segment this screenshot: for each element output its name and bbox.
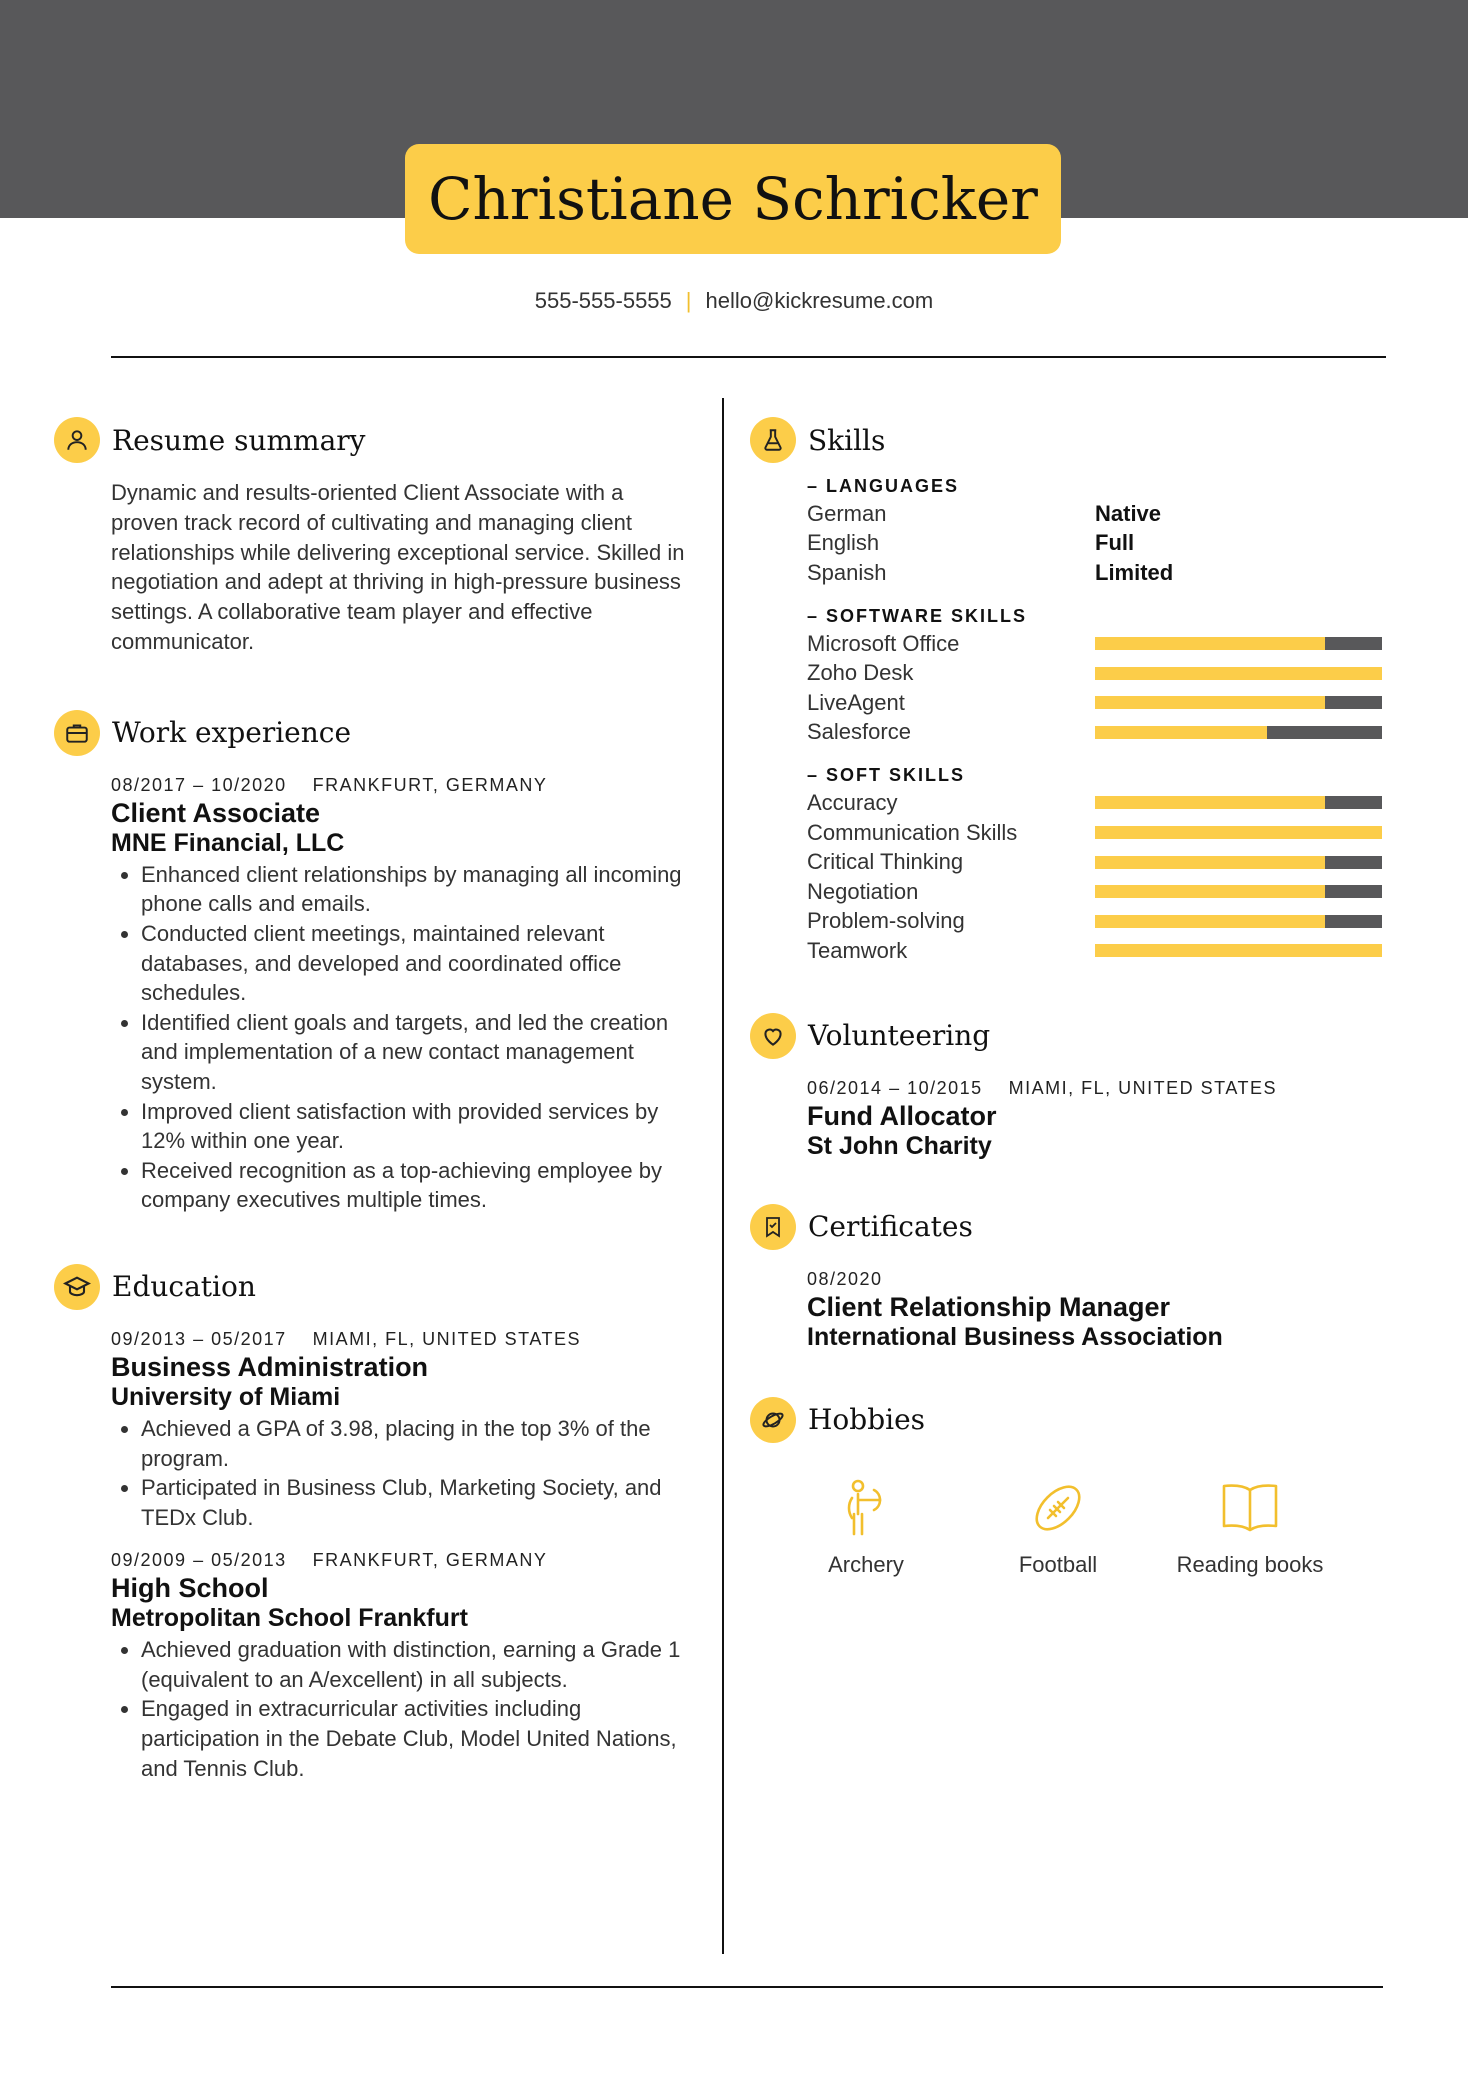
summary-title: Resume summary xyxy=(112,423,366,457)
left-column xyxy=(54,412,694,1783)
work-bullets xyxy=(111,860,694,1215)
right-column xyxy=(750,412,1390,1578)
list-item: • Achieved graduation with distinction, earning a Grade 1 (equivalent to an A/excellent) in all subjects. xyxy=(141,1635,694,1694)
skill-level-fill xyxy=(1095,826,1382,839)
education-degree: Business Administration xyxy=(111,1351,429,1382)
skill-level-fill xyxy=(1095,696,1325,709)
work-section xyxy=(54,705,694,1215)
volunteering-org: St John Charity xyxy=(807,1131,992,1160)
bottom-divider xyxy=(111,1986,1383,1988)
language-level: Native xyxy=(1095,500,1162,526)
certificate-entry xyxy=(807,1269,1390,1352)
planet-icon xyxy=(750,1397,796,1443)
education-entry xyxy=(111,1550,694,1783)
skills-title: Skills xyxy=(808,423,886,457)
certificate-date: 08/2020 xyxy=(807,1268,883,1289)
soft-skill-row xyxy=(807,788,1390,818)
skill-level-bar xyxy=(1095,726,1382,739)
skill-level-bar xyxy=(1095,796,1382,809)
skill-level-bar xyxy=(1095,915,1382,928)
language-level: Limited xyxy=(1095,559,1174,585)
hobbies-section xyxy=(750,1392,1390,1578)
book-icon xyxy=(1219,1478,1281,1538)
contact-line xyxy=(0,288,1468,314)
education-title: Education xyxy=(112,1270,256,1304)
candidate-name: Christiane Schricker xyxy=(405,144,1061,254)
skill-level-fill xyxy=(1095,796,1325,809)
list-item: • Conducted client meetings, maintained relevant databases, and developed and coordinated office schedules. xyxy=(141,919,694,1008)
skill-level-bar xyxy=(1095,696,1382,709)
work-location: FRANKFURT, GERMANY xyxy=(312,774,548,795)
graduation-cap-icon xyxy=(54,1264,100,1310)
archery-icon xyxy=(838,1478,894,1538)
list-item: • Identified client goals and targets, and led the creation and implementation of a new contact management system. xyxy=(141,1008,694,1097)
language-name: English xyxy=(807,530,880,556)
soft-skill-row xyxy=(807,907,1390,937)
soft-skill-row xyxy=(807,936,1390,966)
skill-level-bar xyxy=(1095,856,1382,869)
skill-name: Zoho Desk xyxy=(807,660,914,686)
email-address[interactable]: hello@kickresume.com xyxy=(705,288,934,313)
hobbies-title: Hobbies xyxy=(808,1403,926,1437)
column-divider xyxy=(722,398,724,1954)
volunteering-location: MIAMI, FL, UNITED STATES xyxy=(1008,1077,1278,1098)
soft-skills-heading: – SOFT SKILLS xyxy=(807,765,966,786)
person-icon xyxy=(54,417,100,463)
certificates-section xyxy=(750,1199,1390,1352)
football-icon xyxy=(1028,1478,1088,1538)
education-school: University of Miami xyxy=(111,1382,341,1411)
soft-skill-row xyxy=(807,877,1390,907)
soft-skill-row xyxy=(807,847,1390,877)
education-entry xyxy=(111,1329,694,1532)
education-dates: 09/2013 – 05/2017 xyxy=(111,1328,287,1349)
heart-icon xyxy=(750,1013,796,1059)
languages-heading: – LANGUAGES xyxy=(807,476,960,496)
volunteering-entry xyxy=(807,1078,1390,1161)
skill-level-bar xyxy=(1095,667,1382,680)
skill-level-fill xyxy=(1095,667,1382,680)
language-name: German xyxy=(807,500,887,526)
skill-name: Salesforce xyxy=(807,719,911,745)
flask-icon xyxy=(750,417,796,463)
skill-level-bar xyxy=(1095,944,1382,957)
list-item: • Participated in Business Club, Marketing Society, and TEDx Club. xyxy=(141,1473,694,1532)
hobby-label: Archery xyxy=(828,1551,904,1577)
skill-name: Critical Thinking xyxy=(807,849,964,875)
skill-name: Problem-solving xyxy=(807,908,965,934)
skill-level-fill xyxy=(1095,944,1382,957)
top-divider xyxy=(111,356,1386,358)
skill-name: Communication Skills xyxy=(807,819,1018,845)
work-entry xyxy=(111,775,694,1215)
skill-level-bar xyxy=(1095,885,1382,898)
phone-number[interactable]: 555-555-5555 xyxy=(534,288,672,313)
education-degree: High School xyxy=(111,1573,269,1604)
list-item: • Enhanced client relationships by managing all incoming phone calls and emails. xyxy=(141,860,694,919)
hobby-item xyxy=(1154,1478,1346,1578)
skill-level-bar xyxy=(1095,826,1382,839)
soft-skill-row xyxy=(807,818,1390,848)
volunteering-role: Fund Allocator xyxy=(807,1100,997,1131)
language-level: Full xyxy=(1095,530,1135,556)
list-item: • Received recognition as a top-achieving employee by company executives multiple times. xyxy=(141,1156,694,1215)
education-bullets xyxy=(111,1414,694,1532)
volunteering-title: Volunteering xyxy=(808,1019,991,1053)
education-location: FRANKFURT, GERMANY xyxy=(312,1550,548,1571)
volunteering-dates: 06/2014 – 10/2015 xyxy=(807,1077,983,1098)
skill-name: Teamwork xyxy=(807,937,908,963)
certificate-name: Client Relationship Manager xyxy=(807,1291,1171,1322)
skills-section xyxy=(750,412,1390,966)
summary-section xyxy=(54,412,694,657)
hobby-item xyxy=(770,1478,962,1578)
certificates-title: Certificates xyxy=(808,1210,973,1244)
education-bullets xyxy=(111,1635,694,1783)
software-skill-row xyxy=(807,629,1390,659)
skill-level-fill xyxy=(1095,856,1325,869)
work-company: MNE Financial, LLC xyxy=(111,828,345,857)
skill-name: LiveAgent xyxy=(807,689,905,715)
software-skill-row xyxy=(807,688,1390,718)
briefcase-icon xyxy=(54,710,100,756)
hobby-label: Reading books xyxy=(1176,1551,1324,1577)
certificate-icon xyxy=(750,1204,796,1250)
skill-name: Accuracy xyxy=(807,789,898,815)
education-location: MIAMI, FL, UNITED STATES xyxy=(312,1328,582,1349)
skill-level-fill xyxy=(1095,726,1267,739)
language-row xyxy=(807,558,1390,588)
skill-name: Microsoft Office xyxy=(807,630,960,656)
volunteering-section xyxy=(750,1008,1390,1161)
software-heading: – SOFTWARE SKILLS xyxy=(807,605,1028,626)
hobby-label: Football xyxy=(1018,1551,1098,1577)
skill-level-fill xyxy=(1095,915,1325,928)
hobby-item xyxy=(962,1478,1154,1578)
language-name: Spanish xyxy=(807,559,887,585)
skill-level-fill xyxy=(1095,885,1325,898)
work-dates: 08/2017 – 10/2020 xyxy=(111,774,287,795)
contact-separator: | xyxy=(685,288,692,313)
language-row xyxy=(807,499,1390,529)
certificate-issuer: International Business Association xyxy=(807,1322,1223,1351)
education-dates: 09/2009 – 05/2013 xyxy=(111,1550,287,1571)
list-item: • Achieved a GPA of 3.98, placing in the top 3% of the program. xyxy=(141,1414,694,1473)
list-item: • Improved client satisfaction with provided services by 12% within one year. xyxy=(141,1097,694,1156)
hobbies-list xyxy=(770,1478,1390,1578)
language-row xyxy=(807,529,1390,559)
software-skill-row xyxy=(807,658,1390,688)
skill-level-fill xyxy=(1095,637,1325,650)
software-skill-row xyxy=(807,718,1390,748)
work-title: Work experience xyxy=(112,716,352,750)
summary-text: Dynamic and results-oriented Client Associate with a proven track record of cultivating and managing client relationships while delivering exceptional service. Skilled in negotiation and adept at thriving in high-pressure business settings. A collaborative team player and effective communicator. xyxy=(111,480,685,654)
skill-level-bar xyxy=(1095,637,1382,650)
skill-name: Negotiation xyxy=(807,878,919,904)
education-section xyxy=(54,1259,694,1783)
work-role: Client Associate xyxy=(111,797,321,828)
list-item: • Engaged in extracurricular activities including participation in the Debate Club, Model United Nations, and Tennis Club. xyxy=(141,1694,694,1783)
education-school: Metropolitan School Frankfurt xyxy=(111,1604,468,1633)
